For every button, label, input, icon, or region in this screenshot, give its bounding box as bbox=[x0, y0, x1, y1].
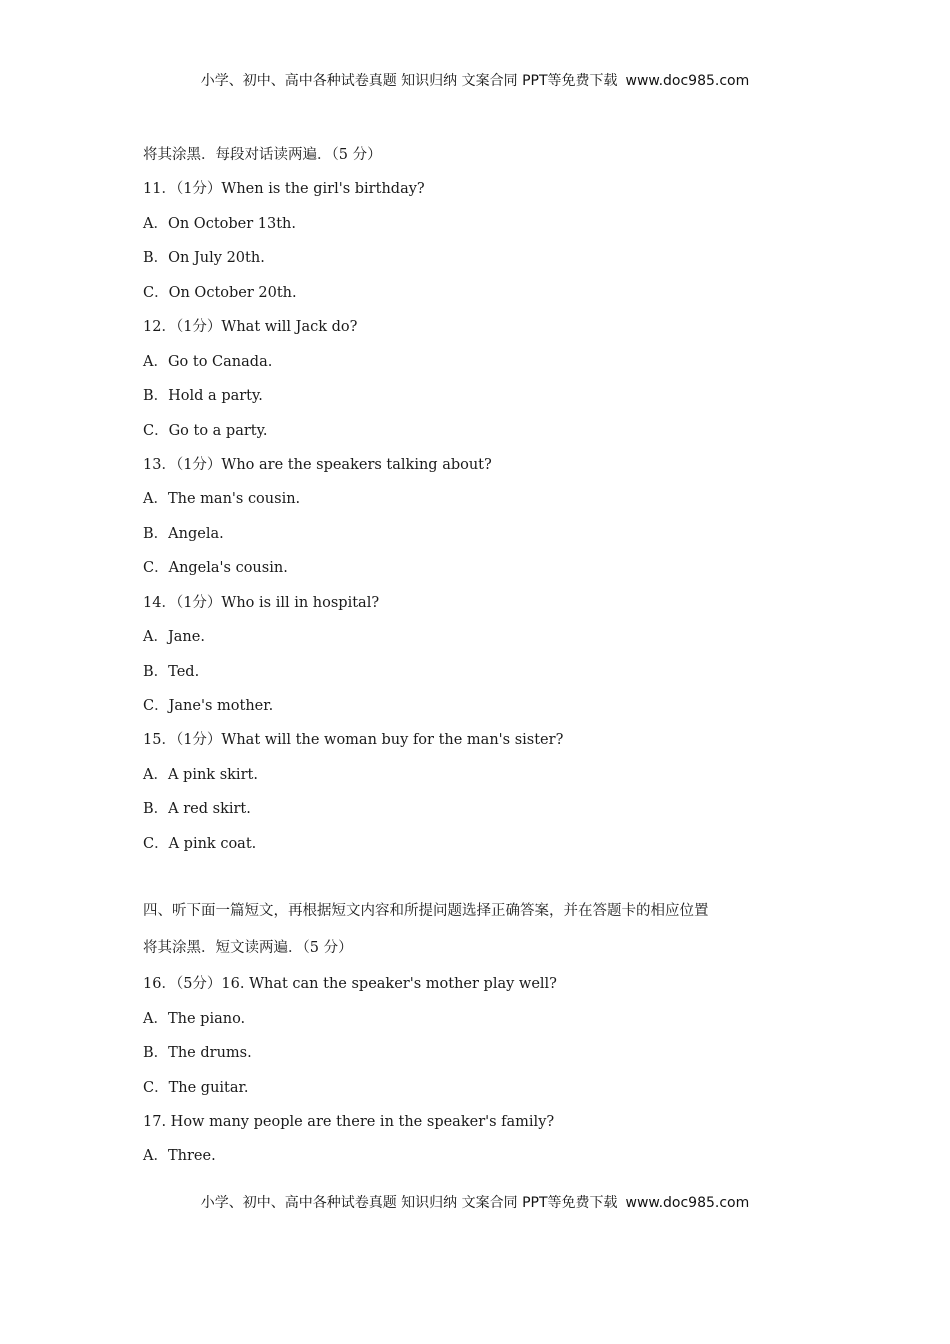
header-site-link[interactable]: www.doc985.com bbox=[625, 73, 750, 89]
intro-line: 将其涂黑．每段对话读两遍．（5 分） bbox=[143, 147, 382, 163]
section-gap bbox=[143, 861, 823, 893]
option-b: B．A red skirt. bbox=[143, 801, 251, 818]
option-a: A．Jane. bbox=[143, 629, 205, 646]
option-a: A．The man's cousin. bbox=[143, 491, 301, 508]
option-c: C．Jane's mother. bbox=[143, 698, 274, 714]
question-12 bbox=[143, 310, 823, 448]
footer-text: 小学、初中、高中各种试卷真题 知识归纳 文案合同 PPT等免费下载 bbox=[200, 1195, 618, 1211]
page-header bbox=[0, 70, 950, 90]
page-footer bbox=[0, 1192, 950, 1212]
section-4-heading bbox=[143, 893, 823, 967]
option-b: B．Angela. bbox=[143, 525, 224, 542]
section-4-title-line1: 四、听下面一篇短文，再根据短文内容和所提问题选择正确答案，并在答题卡的相应位置 bbox=[143, 903, 709, 920]
option-c: C．Go to a party. bbox=[143, 422, 268, 439]
page-content bbox=[143, 138, 823, 1174]
question-stem: 17. How many people are there in the speaker's family? bbox=[143, 1113, 555, 1130]
option-b: B．Ted. bbox=[143, 663, 200, 680]
option-c: C．Angela's cousin. bbox=[143, 560, 288, 577]
section-4-title-line2: 将其涂黑．短文读两遍．（5 分） bbox=[143, 940, 353, 957]
option-a: A．Go to Canada. bbox=[143, 353, 273, 370]
option-c: C．On October 20th. bbox=[143, 284, 297, 301]
question-17 bbox=[143, 1105, 823, 1174]
option-a: A．A pink skirt. bbox=[143, 766, 258, 783]
option-a: A．Three. bbox=[143, 1148, 216, 1165]
option-c: C．A pink coat. bbox=[143, 835, 257, 852]
question-stem: 12．（1分）What will Jack do? bbox=[143, 319, 358, 336]
question-stem: 16．（5分）16. What can the speaker's mother play well? bbox=[143, 976, 557, 993]
footer-site-link[interactable]: www.doc985.com bbox=[625, 1195, 750, 1211]
header-text: 小学、初中、高中各种试卷真题 知识归纳 文案合同 PPT等免费下载 bbox=[200, 73, 618, 89]
question-15 bbox=[143, 723, 823, 861]
question-stem: 15．（1分）What will the woman buy for the man's sister? bbox=[143, 732, 564, 749]
option-b: B．On July 20th. bbox=[143, 250, 265, 267]
option-b: B．Hold a party. bbox=[143, 388, 263, 405]
option-a: A．On October 13th. bbox=[143, 215, 297, 232]
option-c: C．The guitar. bbox=[143, 1079, 249, 1096]
question-16 bbox=[143, 967, 823, 1105]
question-stem: 14．（1分）Who is ill in hospital? bbox=[143, 594, 380, 611]
question-14 bbox=[143, 586, 823, 724]
option-b: B．The drums. bbox=[143, 1045, 252, 1062]
question-stem: 11．（1分）When is the girl's birthday? bbox=[143, 181, 425, 198]
question-stem: 13．（1分）Who are the speakers talking about? bbox=[143, 456, 492, 473]
question-11 bbox=[143, 172, 823, 310]
option-a: A．The piano. bbox=[143, 1010, 246, 1027]
question-13 bbox=[143, 448, 823, 586]
